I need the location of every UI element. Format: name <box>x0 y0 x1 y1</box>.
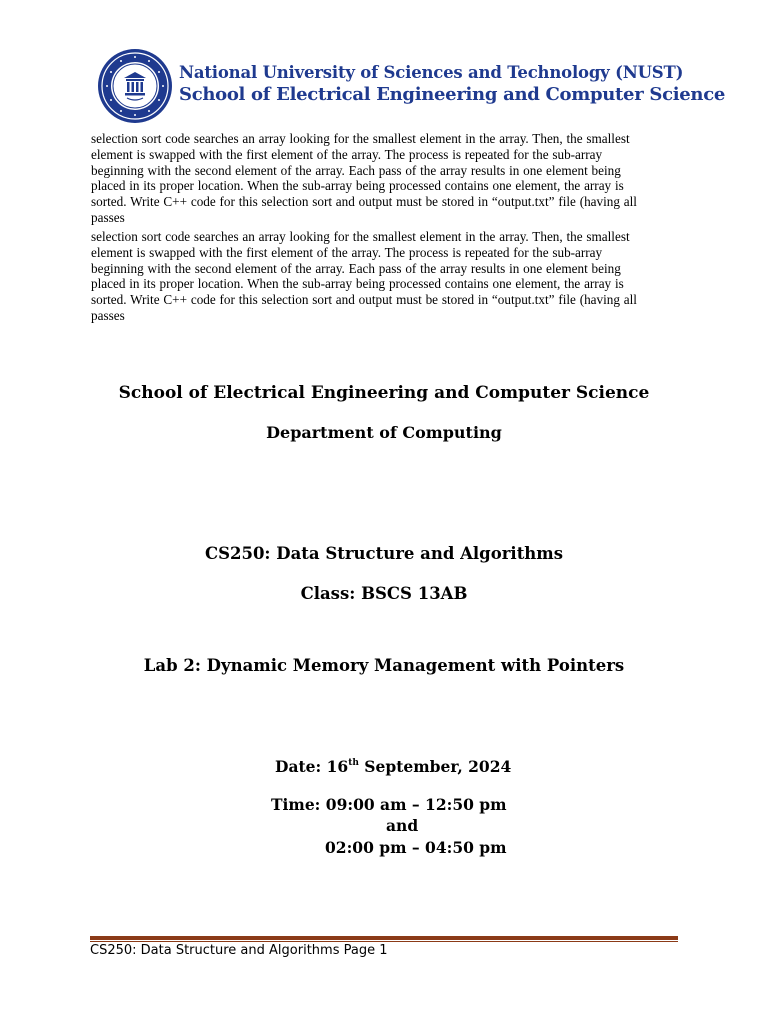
department-title: Department of Computing <box>266 423 502 442</box>
course-title: CS250: Data Structure and Algorithms <box>204 544 564 563</box>
date-line <box>275 757 511 776</box>
date-suffix: September, 2024 <box>358 757 512 776</box>
header-text <box>179 62 725 106</box>
nust-crest-logo <box>97 48 173 124</box>
footer-divider <box>90 936 678 940</box>
footer-divider-thin <box>90 941 678 942</box>
class-title: Class: BSCS 13AB <box>300 584 468 603</box>
body-paragraph: selection sort code searches an array looking for the smallest element in the array. Then, the smallest element is swapped with the first element of the array. The process is repeated for the sub-array beginning with the second element of the array. Each pass of the array results in one element being placed in its proper location. When the sub-array being processed contains one element, the array is sorted. Write C++ code for this selection sort and output must be stored in “output.txt” file (having all passes <box>91 131 637 225</box>
school-title: School of Electrical Engineering and Computer Science <box>118 383 650 403</box>
document-header <box>97 48 726 126</box>
time-and: and <box>386 816 419 835</box>
page-footer: CS250: Data Structure and Algorithms Page 1 <box>90 943 388 958</box>
body-paragraph: selection sort code searches an array looking for the smallest element in the array. Then, the smallest element is swapped with the first element of the array. The process is repeated for the sub-array beginning with the second element of the array. Each pass of the array results in one element being placed in its proper location. When the sub-array being processed contains one element, the array is sorted. Write C++ code for this selection sort and output must be stored in “output.txt” file (having all passes <box>91 229 637 323</box>
time-line-2: 02:00 pm – 04:50 pm <box>325 838 507 857</box>
school-name: School of Electrical Engineering and Computer Science <box>179 84 726 105</box>
date-superscript: th <box>348 758 359 768</box>
university-name: National University of Sciences and Technology (NUST) <box>179 63 684 82</box>
time-line-1: Time: 09:00 am – 12:50 pm <box>271 795 507 814</box>
lab-title: Lab 2: Dynamic Memory Management with Pointers <box>143 656 625 675</box>
date-prefix: Date: 16 <box>275 757 349 776</box>
